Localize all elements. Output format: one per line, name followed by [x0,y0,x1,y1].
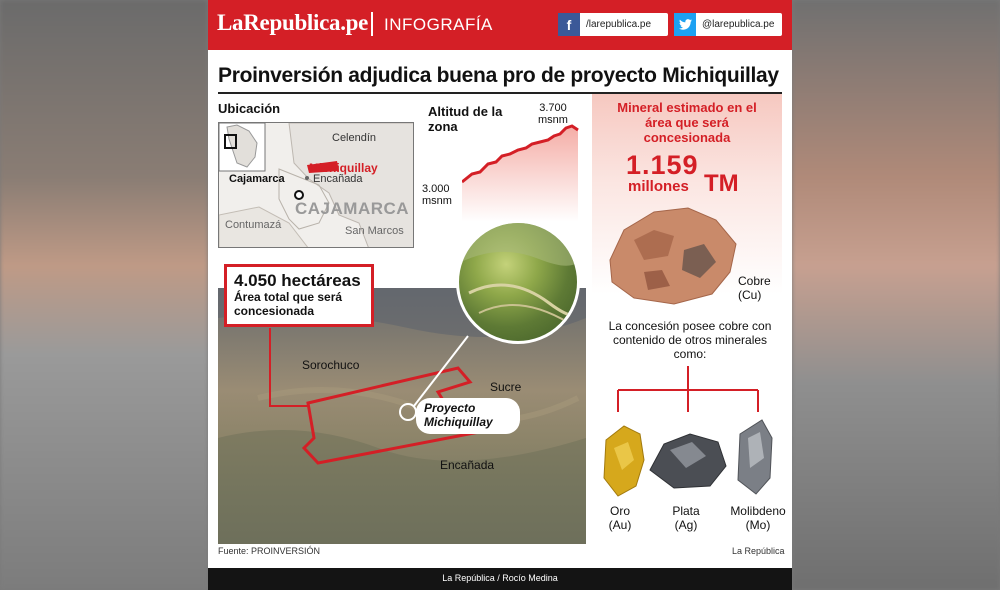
altitude-max-value: 3.700 [539,102,567,114]
mineral-molybdenum-name: Molibdeno [730,504,786,518]
publisher-credit: La República [732,546,785,556]
photo-label-encanada: Encañada [440,458,495,472]
silver-rock-image [646,430,730,492]
map-label-cajamarca-city: Cajamarca [229,173,285,185]
section-label: INFOGRAFÍA [384,15,493,34]
mineral-gold-name: Oro [609,504,630,518]
altitude-min [422,183,452,207]
facebook-handle: /larepublica.pe [586,19,652,30]
mineral-bracket [608,362,768,418]
twitter-link[interactable] [674,13,782,36]
blurred-background-left [0,0,208,590]
source-note: Fuente: PROINVERSIÓN [218,546,321,556]
mineral-silver-label [666,504,706,532]
mineral-molybdenum-label [726,504,790,532]
mineral-amount-tm: TM [704,170,739,197]
map-label-encanada: Encañada [313,173,363,185]
mineral-gold-symbol: (Au) [608,518,632,532]
map-label-celendin: Celendín [332,132,377,144]
gold-nugget-image [596,420,652,500]
infographic [208,0,792,590]
twitter-icon [674,13,696,36]
mineral-molybdenum-symbol: (Mo) [745,518,771,532]
mineral-silver-name: Plata [672,504,700,518]
copper-label: Cobre (Cu) [738,274,771,302]
map-label-cajamarca-region: CAJAMARCA [295,199,410,218]
area-value: 4.050 hectáreas [234,271,361,290]
map-label-contumaza: Contumazá [225,219,282,231]
area-callout [224,264,374,327]
altitude-label-text: Altitud de la zona [428,104,503,134]
project-tag: Proyecto Michiquillay [416,398,520,434]
blurred-background-right [792,0,1000,590]
mineral-gold-label [600,504,640,532]
altitude-min-value: 3.000 [422,183,450,195]
map-label-michiquillay: Michiquillay [309,161,378,175]
byline: La República / Rocío Medina [442,573,558,583]
altitude-max-unit: msnm [538,114,568,126]
photo-label-sorochuco: Sorochuco [302,358,360,372]
altitude-profile [462,122,582,222]
twitter-handle: @larepublica.pe [702,19,775,30]
location-label: Ubicación [218,101,281,116]
photo-label-sucre: Sucre [490,380,522,394]
molybdenum-rock-image [732,418,778,498]
area-description: Área total que será concesionada [234,290,343,318]
mineral-title: Mineral estimado en el área que será concesionada [617,100,757,145]
facebook-icon: f [558,13,580,36]
mineral-amount: 1.159 [626,150,699,180]
header-divider [371,12,373,36]
page-title: Proinversión adjudica buena pro de proyecto Michiquillay [218,64,779,87]
copper-rock-image [604,200,744,310]
header-bar [208,0,792,50]
concession-text: La concesión posee cobre con contenido de otros minerales como: [608,319,772,361]
mineral-silver-symbol: (Ag) [674,518,698,532]
map-label-san-marcos: San Marcos [345,225,404,237]
location-map [218,122,414,248]
footer-bar [208,568,792,590]
brand-logo[interactable]: LaRepublica.pe [217,10,369,35]
facebook-link[interactable] [558,13,668,36]
mineral-amount-unit: millones [628,178,689,195]
zoom-photo-circle [456,220,580,344]
altitude-min-unit: msnm [422,195,452,207]
